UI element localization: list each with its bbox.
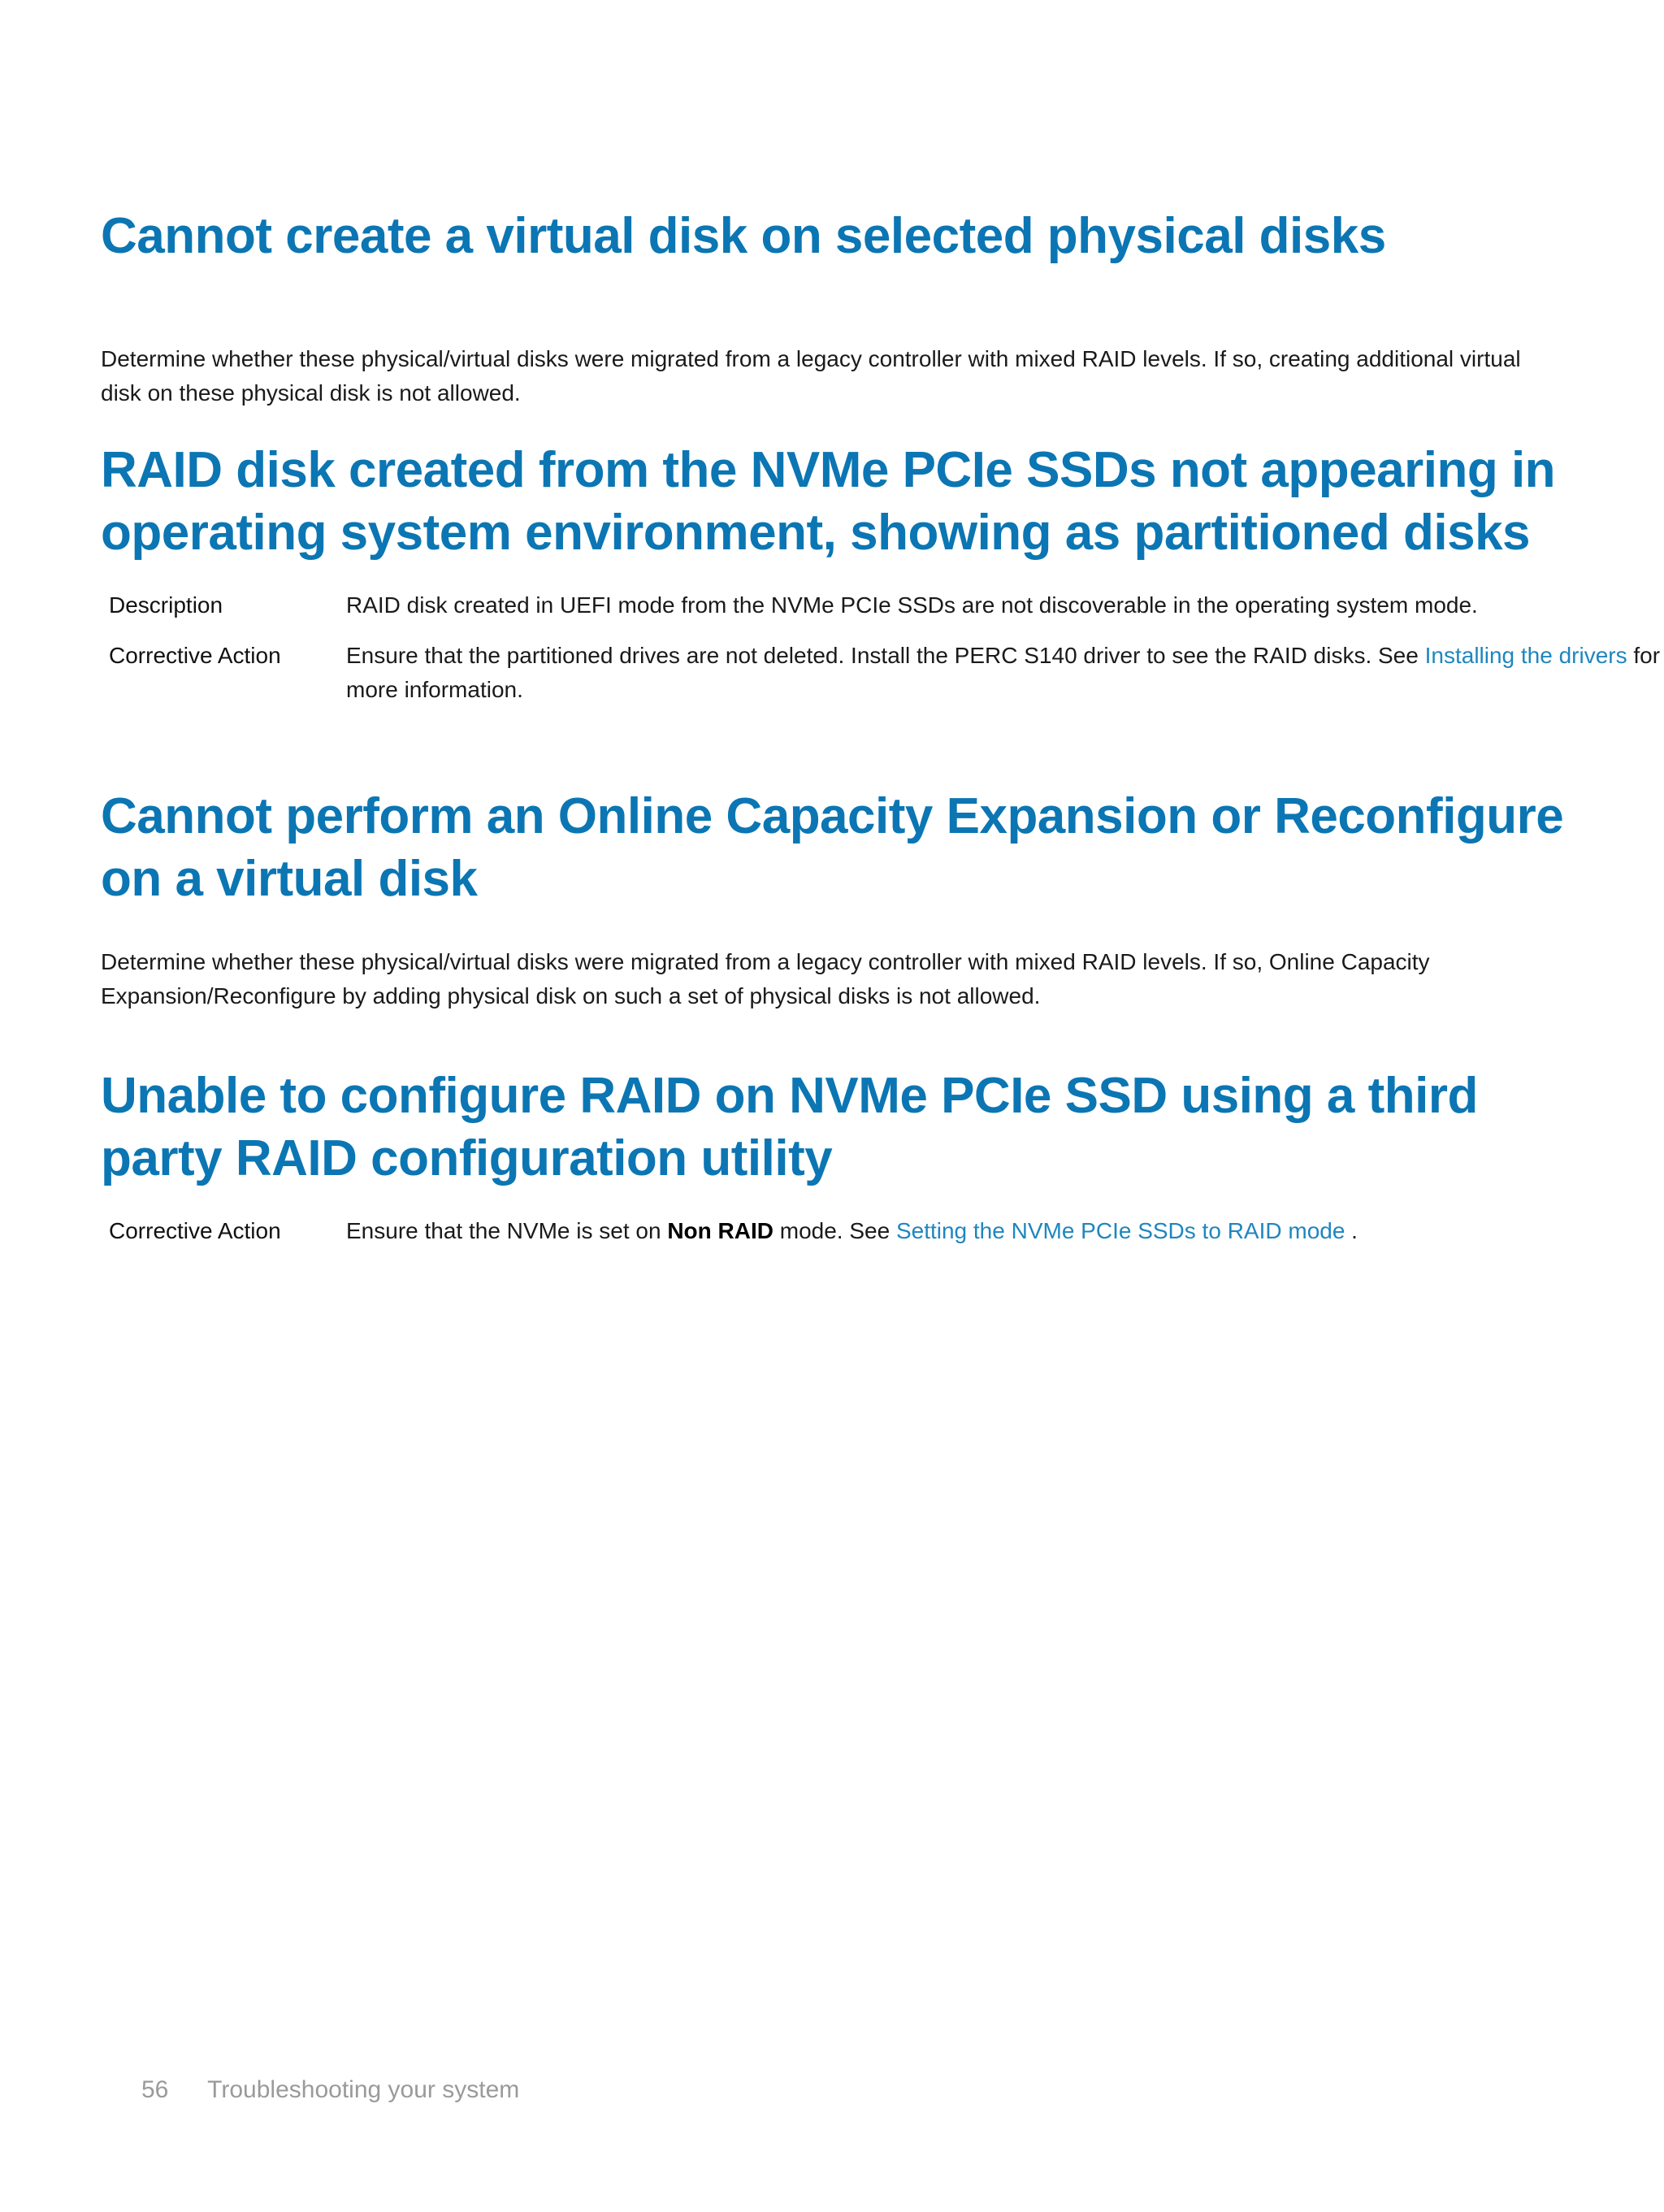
page-footer [141,2076,519,2104]
section-cannot-create-vd [101,205,1563,410]
section-heading: Cannot perform an Online Capacity Expansion or Reconfigure on a virtual disk [101,788,1564,907]
table-row-description [101,588,1563,622]
non-raid-emphasis: Non RAID [667,1218,774,1243]
row-text: RAID disk created in UEFI mode from the NVMe PCIe SSDs are not discoverable in the operating system mode. [346,592,1478,618]
section-third-party-raid-utility [101,1065,1563,1248]
section-paragraph: Determine whether these physical/virtual disks were migrated from a legacy controller with mixed RAID levels. If so, creating additional virtual disk on these physical disk is not allowed. [101,346,1521,406]
table-row-corrective-action [101,639,1661,707]
row-label: Corrective Action [109,1218,281,1243]
row-text-before: Ensure that the partitioned drives are not deleted. Install the PERC S140 driver to see the RAID disks. See [346,643,1425,668]
section-heading: Unable to configure RAID on NVMe PCIe SSD using a third party RAID configuration utility [101,1068,1478,1186]
row-text [346,639,1662,707]
link-installing-drivers[interactable]: Installing the drivers [1424,643,1627,668]
link-setting-nvme-raid-mode[interactable]: Setting the NVMe PCIe SSDs to RAID mode [895,1218,1346,1243]
row-text-before: Ensure that the NVMe is set on [346,1218,668,1243]
section-heading: Cannot create a virtual disk on selected physical disks [101,208,1386,264]
row-label: Description [109,592,223,618]
row-text-after: . [1345,1218,1358,1243]
row-text-mid: mode. See [773,1218,896,1243]
section-paragraph: Determine whether these physical/virtual disks were migrated from a legacy controller with mixed RAID levels. If so, Online Capacity Expansion/Reconfigure by adding physical disk on such a set of physical disks is not allowed. [101,949,1430,1008]
chapter-title: Troubleshooting your system [207,2076,520,2103]
table-row-corrective-action [101,1214,1563,1248]
section-online-capacity-expansion [101,785,1563,1013]
row-label: Corrective Action [109,643,281,668]
row-text-after: for more information. [346,643,1661,702]
row-text [346,1214,1662,1248]
page-number: 56 [141,2076,169,2103]
section-heading: RAID disk created from the NVMe PCIe SSDs not appearing in operating system environment, showing as partitioned disks [101,442,1556,561]
section-raid-disk-not-appearing [101,439,1661,707]
